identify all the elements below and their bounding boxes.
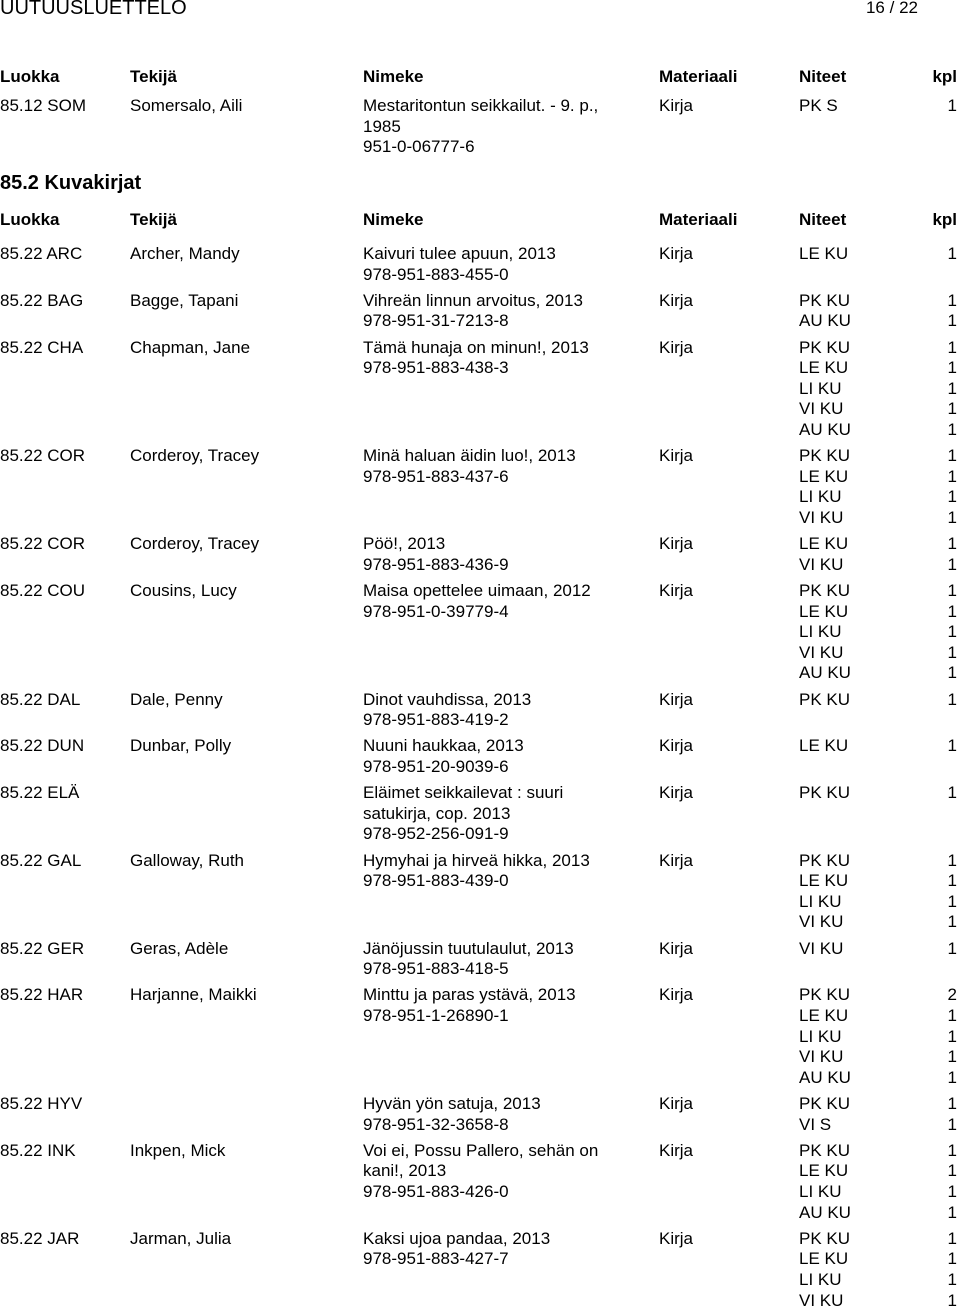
copy-count: 1: [947, 1228, 957, 1248]
copy-location: VI KU: [799, 1047, 844, 1067]
copy-count: 1: [947, 358, 957, 378]
entry-luokka: 85.22 DUN: [0, 736, 85, 756]
entry-isbn: 978-951-883-438-3: [363, 358, 509, 378]
entry-niteet: [799, 534, 848, 575]
copy-count: 1: [947, 736, 957, 756]
entry-materiaali: Kirja: [659, 581, 694, 600]
entry-nimeke: [363, 338, 589, 379]
entry-tekija: Somersalo, Aili: [130, 96, 243, 115]
entry-nimeke: [363, 736, 524, 777]
entry-title-line: satukirja, cop. 2013: [363, 803, 511, 823]
entry-luokka: 85.22 GAL: [0, 850, 82, 870]
copy-count: 1: [947, 446, 957, 466]
copy-location: VI KU: [799, 507, 844, 527]
copy-count: 1: [947, 850, 957, 870]
entry-luokka: 85.22 DAL: [0, 689, 81, 709]
entry-luokka: 85.12 SOM: [0, 96, 86, 115]
copy-location: LE KU: [799, 736, 849, 756]
entry-isbn: 978-951-0-39779-4: [363, 601, 509, 621]
entry-title-line: Jänöjussin tuutulaulut, 2013: [363, 938, 574, 958]
entry-kpl: [948, 783, 957, 804]
page-title: UUTUUSLUETTELO: [0, 0, 187, 19]
copy-count: 1: [947, 1114, 957, 1134]
copy-location: PK KU: [799, 446, 851, 466]
entry-kpl: [948, 534, 957, 575]
entry-isbn: 978-951-883-437-6: [363, 466, 509, 486]
entry-niteet: [799, 851, 850, 933]
entry-materiaali: Kirja: [659, 534, 694, 554]
copy-location: VI KU: [799, 399, 844, 419]
entry-isbn: 978-951-883-455-0: [363, 264, 509, 284]
entry-isbn: 978-951-883-419-2: [363, 710, 509, 730]
copy-count: 1: [947, 337, 957, 357]
entry-nimeke: [363, 534, 509, 575]
entry-luokka: 85.22 COR: [0, 534, 86, 554]
copy-location: VI KU: [799, 912, 844, 932]
entry-materiaali: Kirja: [659, 244, 694, 263]
entry-tekija: Jarman, Julia: [130, 1228, 232, 1248]
col-niteet: Niteet: [799, 67, 847, 86]
copy-count: 1: [947, 1269, 957, 1289]
copy-count: 1: [947, 663, 957, 683]
entry-isbn: 978-951-20-9039-6: [363, 756, 509, 776]
col-luokka: Luokka: [0, 67, 60, 86]
entry-luokka: 85.22 BAG: [0, 290, 84, 310]
copy-count: 1: [947, 1181, 957, 1201]
entry-nimeke: [363, 244, 556, 285]
copy-location: LI KU: [799, 1181, 842, 1201]
entry-niteet: [799, 581, 851, 684]
entry-title-line: Hymyhai ja hirveä hikka, 2013: [363, 850, 590, 870]
copy-count: 1: [947, 912, 957, 932]
entry-luokka: 85.22 CHA: [0, 337, 84, 357]
entry-nimeke: [363, 291, 583, 332]
entry-niteet: [799, 690, 850, 711]
entry-title-line: Dinot vauhdissa, 2013: [363, 689, 532, 709]
copy-count: 2: [947, 985, 957, 1005]
copy-location: LE KU: [799, 244, 849, 263]
copy-count: 1: [947, 1290, 957, 1310]
copy-location: AU KU: [799, 1067, 851, 1087]
entry-nimeke: [363, 851, 590, 892]
col-nimeke: Nimeke: [363, 210, 424, 229]
entry-niteet: [799, 1094, 850, 1135]
entry-tekija: Corderoy, Tracey: [130, 446, 260, 466]
copy-count: 1: [947, 1005, 957, 1025]
entry-kpl: [948, 1094, 957, 1135]
copy-count: 1: [947, 1202, 957, 1222]
entry-isbn: 951-0-06777-6: [363, 137, 475, 157]
entry-kpl: [948, 690, 957, 711]
copy-location: PK KU: [799, 581, 851, 600]
entry-materiaali: Kirja: [659, 938, 694, 958]
col-materiaali: Materiaali: [659, 67, 738, 86]
page-number: [866, 0, 918, 19]
copy-location: AU KU: [799, 1202, 851, 1222]
copy-location: VI KU: [799, 938, 844, 958]
entry-nimeke: [363, 939, 574, 980]
entry-materiaali: Kirja: [659, 446, 694, 466]
entry-tekija: Dale, Penny: [130, 689, 223, 709]
copy-location: PK KU: [799, 850, 851, 870]
entry-materiaali: Kirja: [659, 290, 694, 310]
entry-nimeke: [363, 1229, 550, 1270]
entry-luokka: 85.22 JAR: [0, 1228, 80, 1248]
entry-title-line: Nuuni haukkaa, 2013: [363, 736, 524, 756]
copy-count: 1: [947, 244, 957, 263]
entry-kpl: [948, 851, 957, 933]
copy-location: LE KU: [799, 1249, 849, 1269]
entry-kpl: [948, 1141, 957, 1223]
copy-location: LE KU: [799, 534, 849, 554]
section-heading: 85.2 Kuvakirjat: [0, 172, 142, 194]
entry-isbn: 978-951-883-439-0: [363, 871, 509, 891]
col-niteet: Niteet: [799, 210, 847, 229]
entry-materiaali: Kirja: [659, 850, 694, 870]
copy-count: 1: [947, 622, 957, 642]
copy-location: LI KU: [799, 622, 842, 642]
col-nimeke: Nimeke: [363, 67, 424, 86]
page-current: 16: [865, 0, 885, 17]
entry-title-line: Hyvän yön satuja, 2013: [363, 1094, 541, 1113]
entry-luokka: 85.22 INK: [0, 1140, 76, 1160]
copy-location: LE KU: [799, 601, 849, 621]
entry-niteet: [799, 446, 850, 528]
entry-title-line: Kaivuri tulee apuun, 2013: [363, 244, 556, 263]
entry-luokka: 85.22 HAR: [0, 985, 84, 1005]
entry-isbn: 978-951-883-418-5: [363, 959, 509, 979]
copy-count: 1: [947, 96, 957, 115]
copy-location: PK KU: [799, 290, 851, 310]
copy-count: 1: [947, 507, 957, 527]
entry-niteet: [799, 244, 848, 265]
entry-tekija: Harjanne, Maikki: [130, 985, 257, 1005]
entry-tekija: Geras, Adèle: [130, 938, 229, 958]
entry-kpl: [948, 291, 957, 332]
entry-materiaali: Kirja: [659, 96, 694, 115]
copy-location: LI KU: [799, 1269, 842, 1289]
copy-location: AU KU: [799, 419, 851, 439]
copy-location: PK KU: [799, 783, 851, 803]
entry-kpl: [948, 96, 957, 117]
entry-nimeke: [363, 690, 531, 731]
col-tekija: Tekijä: [130, 67, 177, 86]
entry-nimeke: [363, 783, 563, 845]
copy-count: 1: [947, 581, 957, 600]
copy-count: 1: [947, 290, 957, 310]
copy-location: PK KU: [799, 1228, 851, 1248]
copy-count: 1: [947, 689, 957, 709]
entry-luokka: 85.22 COR: [0, 446, 86, 466]
entry-niteet: [799, 291, 851, 332]
copy-location: LE KU: [799, 1161, 849, 1181]
entry-nimeke: [363, 985, 576, 1026]
entry-tekija: Corderoy, Tracey: [130, 534, 260, 554]
entry-niteet: [799, 736, 848, 757]
entry-tekija: Dunbar, Polly: [130, 736, 232, 756]
entry-nimeke: [363, 446, 576, 487]
entry-materiaali: Kirja: [659, 337, 694, 357]
entry-isbn: 978-951-883-426-0: [363, 1181, 509, 1201]
entry-kpl: [948, 581, 957, 684]
copy-count: 1: [947, 938, 957, 958]
entry-luokka: 85.22 HYV: [0, 1094, 83, 1113]
entry-luokka: 85.22 ELÄ: [0, 783, 80, 803]
copy-location: LE KU: [799, 871, 849, 891]
entry-title-line: Eläimet seikkailevat : suuri: [363, 783, 564, 803]
entry-kpl: [948, 244, 957, 265]
entry-materiaali: Kirja: [659, 783, 694, 803]
copy-location: PK KU: [799, 689, 851, 709]
copy-location: VI S: [799, 1114, 832, 1134]
entry-isbn: 978-951-31-7213-8: [363, 311, 509, 331]
entry-niteet: [799, 783, 850, 804]
entry-kpl: [948, 338, 957, 441]
copy-count: 1: [947, 1026, 957, 1046]
copy-count: 1: [947, 534, 957, 554]
copy-location: PK KU: [799, 1140, 851, 1160]
entry-materiaali: Kirja: [659, 736, 694, 756]
copy-count: 1: [947, 419, 957, 439]
entry-niteet: [799, 1141, 851, 1223]
col-kpl: kpl: [932, 210, 957, 229]
copy-count: 1: [947, 1067, 957, 1087]
copy-location: LE KU: [799, 466, 849, 486]
entry-kpl: [948, 985, 957, 1088]
entry-title-line: Voi ei, Possu Pallero, sehän on: [363, 1140, 599, 1160]
entry-tekija: Galloway, Ruth: [130, 850, 245, 870]
copy-count: 1: [947, 399, 957, 419]
copy-location: LE KU: [799, 1005, 849, 1025]
copy-count: 1: [947, 601, 957, 621]
entry-title-line: Pöö!, 2013: [363, 534, 446, 554]
entry-title-line: Minttu ja paras ystävä, 2013: [363, 985, 576, 1005]
col-luokka: Luokka: [0, 210, 60, 229]
copy-count: 1: [947, 1047, 957, 1067]
col-materiaali: Materiaali: [659, 210, 738, 229]
entry-isbn: 978-951-32-3658-8: [363, 1114, 509, 1134]
entry-niteet: [799, 939, 843, 960]
copy-count: 1: [947, 487, 957, 507]
copy-location: LI KU: [799, 378, 842, 398]
entry-niteet: [799, 985, 851, 1088]
copy-count: 1: [947, 378, 957, 398]
entry-tekija: Cousins, Lucy: [130, 581, 237, 600]
copy-count: 1: [947, 311, 957, 331]
entry-materiaali: Kirja: [659, 1140, 694, 1160]
entry-niteet: [799, 338, 851, 441]
entry-kpl: [948, 1229, 957, 1311]
entry-tekija: Chapman, Jane: [130, 337, 251, 357]
entry-title-line: Maisa opettelee uimaan, 2012: [363, 581, 591, 600]
entry-tekija: Inkpen, Mick: [130, 1140, 226, 1160]
copy-location: VI KU: [799, 1290, 844, 1310]
entry-kpl: [948, 736, 957, 757]
entry-isbn: 978-951-883-427-7: [363, 1249, 509, 1269]
col-kpl: kpl: [932, 67, 957, 86]
entry-title-line: kani!, 2013: [363, 1161, 447, 1181]
copy-location: PK S: [799, 96, 838, 115]
entry-materiaali: Kirja: [659, 1228, 694, 1248]
copy-location: PK KU: [799, 337, 851, 357]
entry-nimeke: [363, 96, 598, 158]
copy-count: 1: [947, 891, 957, 911]
copy-count: 1: [947, 1161, 957, 1181]
entry-niteet: [799, 96, 838, 117]
entry-isbn: 978-951-883-436-9: [363, 554, 509, 574]
entry-nimeke: [363, 1141, 598, 1203]
entry-niteet: [799, 1229, 850, 1311]
copy-count: 1: [947, 1249, 957, 1269]
entry-kpl: [948, 939, 957, 960]
entry-materiaali: Kirja: [659, 985, 694, 1005]
entry-title-line: Tämä hunaja on minun!, 2013: [363, 337, 589, 357]
entry-luokka: 85.22 ARC: [0, 244, 83, 263]
entry-kpl: [948, 446, 957, 528]
copy-count: 1: [947, 642, 957, 662]
copy-count: 1: [947, 871, 957, 891]
entry-title-line: Minä haluan äidin luo!, 2013: [363, 446, 576, 466]
entry-nimeke: [363, 581, 591, 622]
copy-location: VI KU: [799, 642, 844, 662]
entry-tekija: Bagge, Tapani: [130, 290, 239, 310]
page-separator: /: [889, 0, 895, 17]
entry-luokka: 85.22 COU: [0, 581, 86, 600]
entry-title-line: Mestaritontun seikkailut. - 9. p.,: [363, 96, 599, 115]
col-tekija: Tekijä: [130, 210, 177, 229]
entry-materiaali: Kirja: [659, 1094, 694, 1113]
copy-count: 1: [947, 1140, 957, 1160]
entry-title-line: 1985: [363, 116, 401, 136]
copy-location: AU KU: [799, 311, 851, 331]
entry-isbn: 978-951-1-26890-1: [363, 1005, 509, 1025]
copy-count: 1: [947, 783, 957, 803]
entry-materiaali: Kirja: [659, 689, 694, 709]
entry-tekija: Archer, Mandy: [130, 244, 240, 263]
copy-count: 1: [947, 554, 957, 574]
copy-count: 1: [947, 466, 957, 486]
copy-location: PK KU: [799, 1094, 851, 1113]
entry-luokka: 85.22 GER: [0, 938, 85, 958]
entry-title-line: Vihreän linnun arvoitus, 2013: [363, 290, 583, 310]
entry-title-line: Kaksi ujoa pandaa, 2013: [363, 1228, 551, 1248]
page-total: 22: [899, 0, 918, 17]
copy-location: PK KU: [799, 985, 851, 1005]
copy-location: AU KU: [799, 663, 851, 683]
copy-location: LE KU: [799, 358, 849, 378]
copy-location: LI KU: [799, 487, 842, 507]
copy-location: LI KU: [799, 891, 842, 911]
entry-nimeke: [363, 1094, 541, 1135]
copy-location: VI KU: [799, 554, 844, 574]
entry-isbn: 978-952-256-091-9: [363, 824, 509, 844]
copy-count: 1: [947, 1094, 957, 1113]
copy-location: LI KU: [799, 1026, 842, 1046]
